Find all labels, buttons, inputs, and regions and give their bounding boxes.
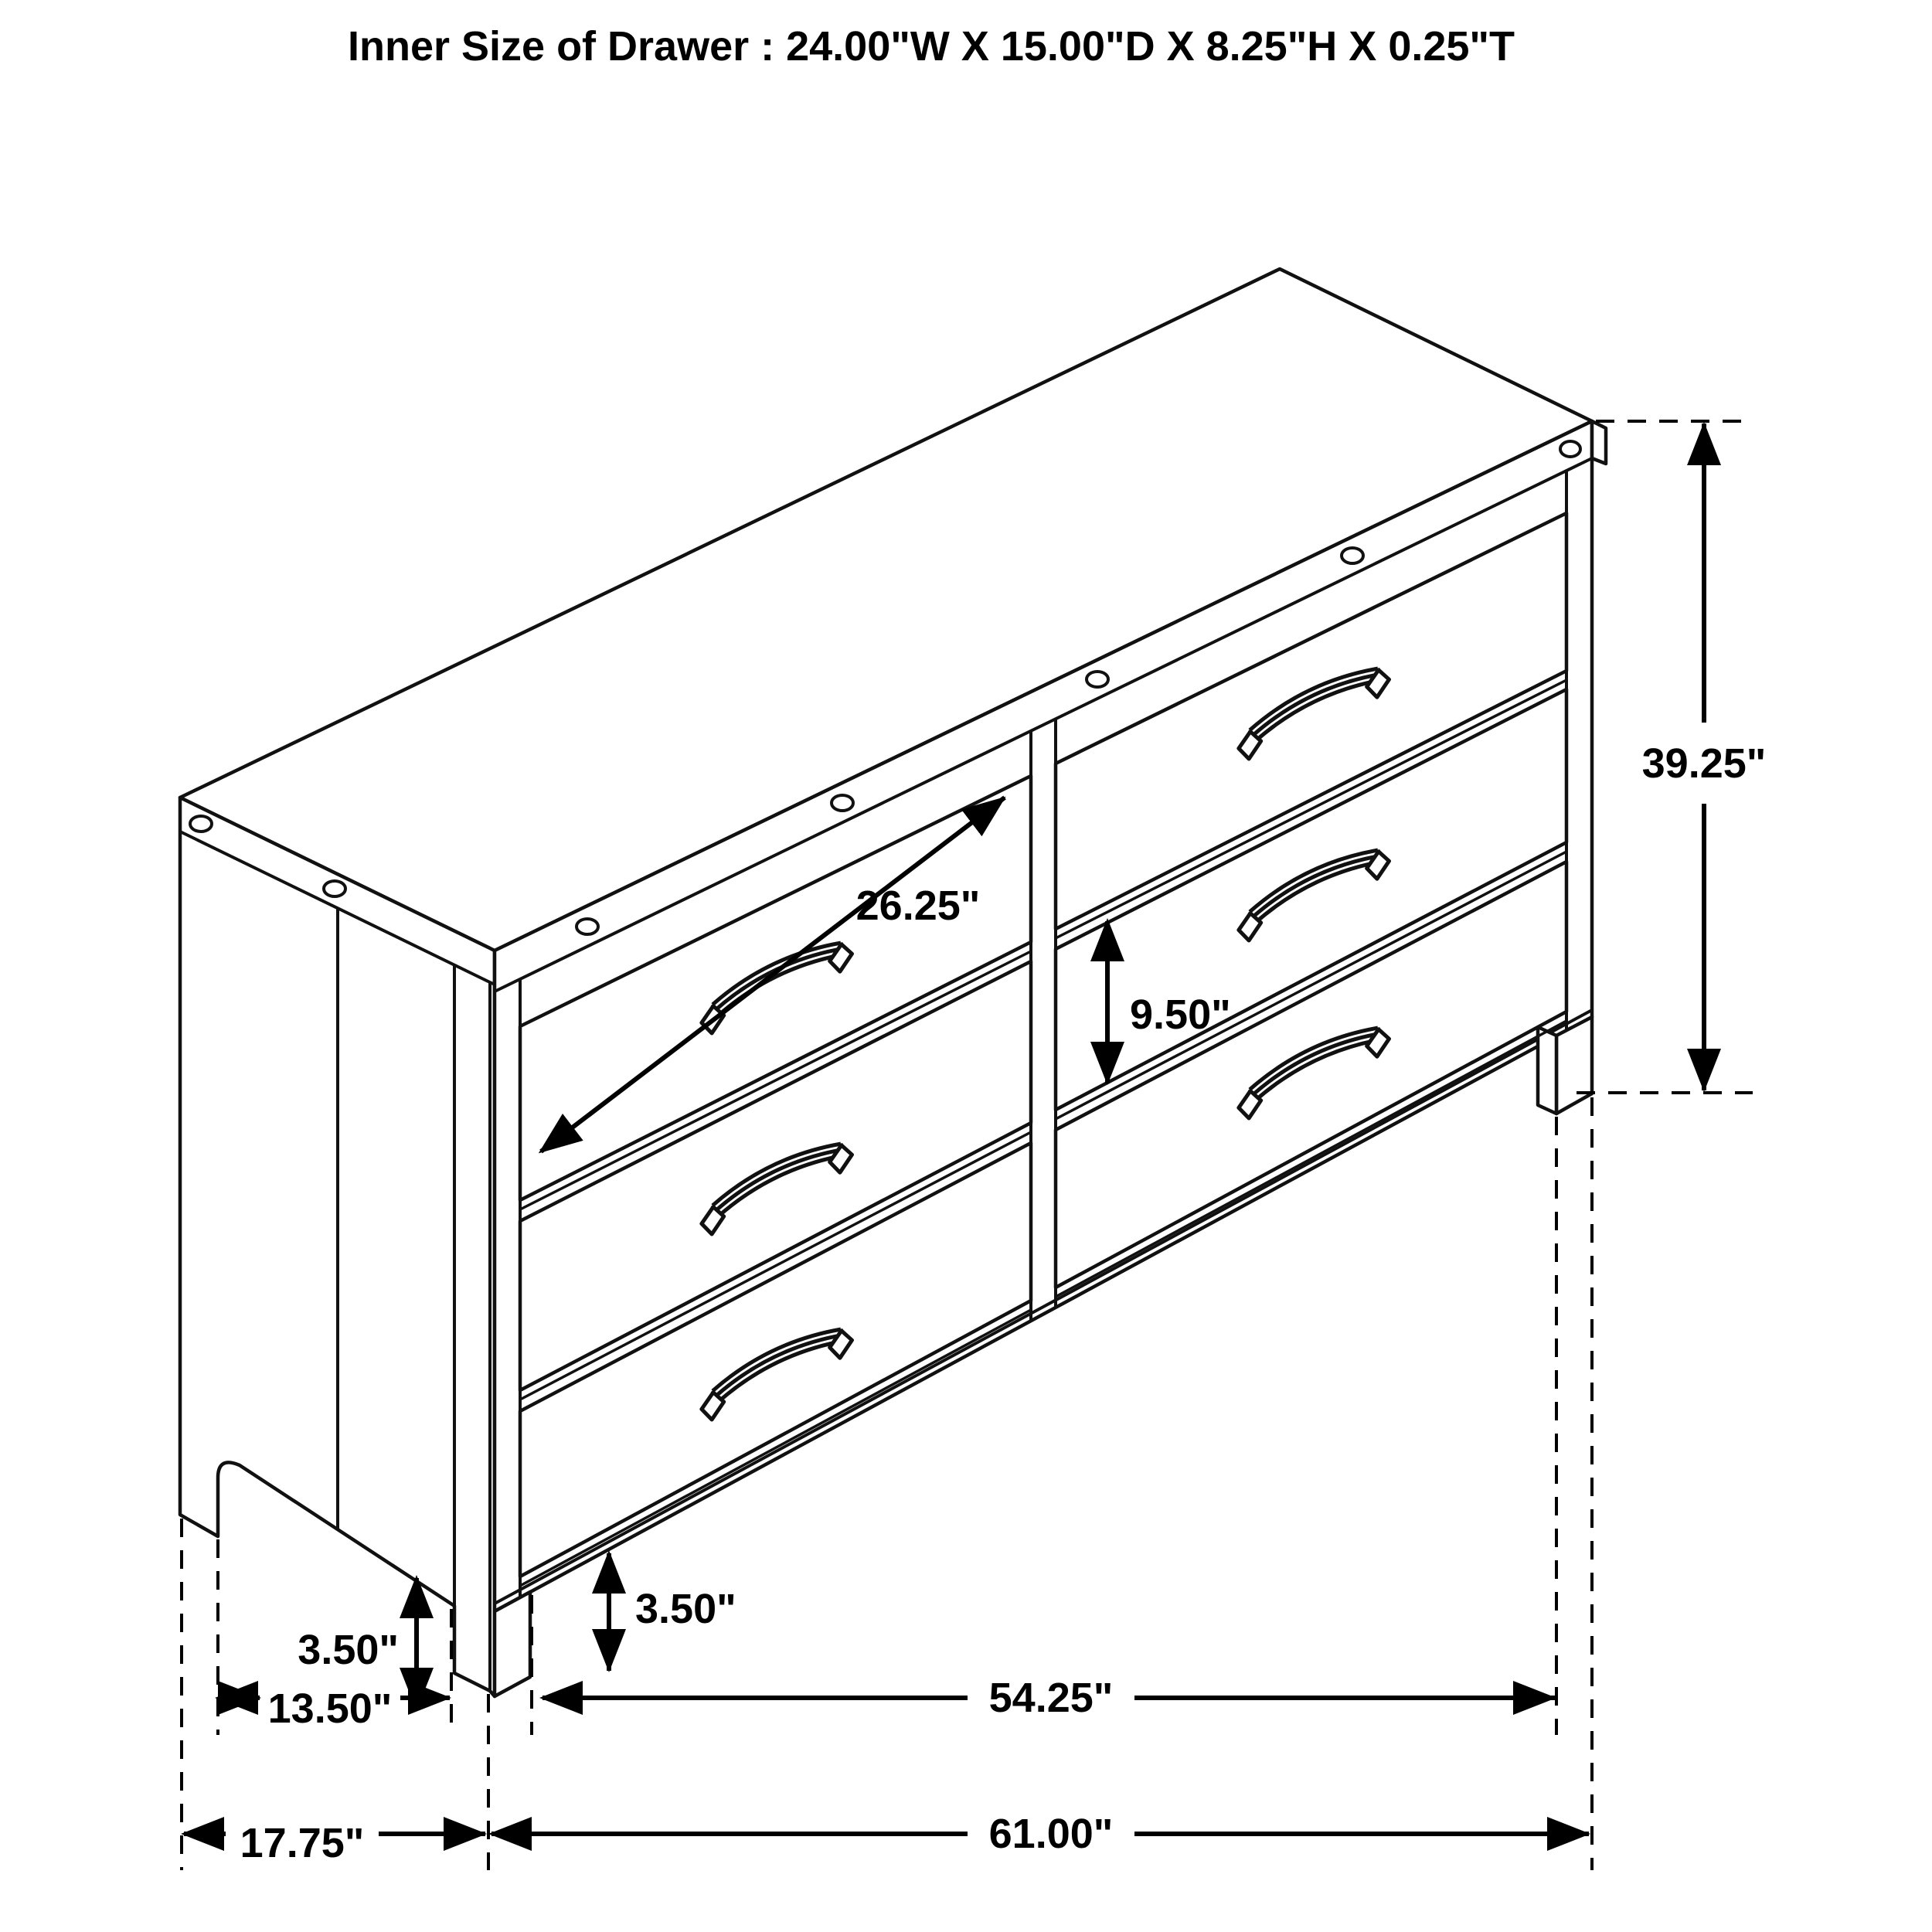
front-left-leg bbox=[495, 1592, 530, 1696]
dim-leg-height-side-label: 3.50" bbox=[298, 1627, 399, 1673]
dim-overall-height bbox=[1577, 421, 1766, 1093]
dim-leg-height-front bbox=[609, 1553, 736, 1671]
front-right-leg bbox=[1556, 1017, 1592, 1114]
front-trim-end-cap bbox=[1592, 421, 1606, 464]
dresser-drawing bbox=[180, 269, 1606, 1696]
diagram-title: Inner Size of Drawer : 24.00"W X 15.00"D X 8.25"H X 0.25"T bbox=[347, 23, 1515, 70]
dim-drawer-diagonal-label: 26.25" bbox=[855, 883, 981, 929]
dim-overall-width bbox=[492, 1811, 1589, 1857]
dim-leg-height-front-label: 3.50" bbox=[635, 1586, 736, 1632]
dim-overall-depth bbox=[184, 1820, 485, 1866]
dim-overall-width-label: 61.00" bbox=[988, 1811, 1114, 1857]
dim-front-leg-spacing-label: 54.25" bbox=[988, 1675, 1114, 1721]
dim-front-leg-spacing bbox=[543, 1675, 1555, 1721]
dim-side-leg-spacing-label: 13.50" bbox=[267, 1685, 393, 1732]
dim-overall-height-label: 39.25" bbox=[1641, 740, 1767, 787]
dim-drawer-height-label: 9.50" bbox=[1130, 992, 1231, 1038]
front-right-leg-inner-face bbox=[1538, 1027, 1556, 1114]
dim-overall-depth-label: 17.75" bbox=[240, 1820, 365, 1866]
